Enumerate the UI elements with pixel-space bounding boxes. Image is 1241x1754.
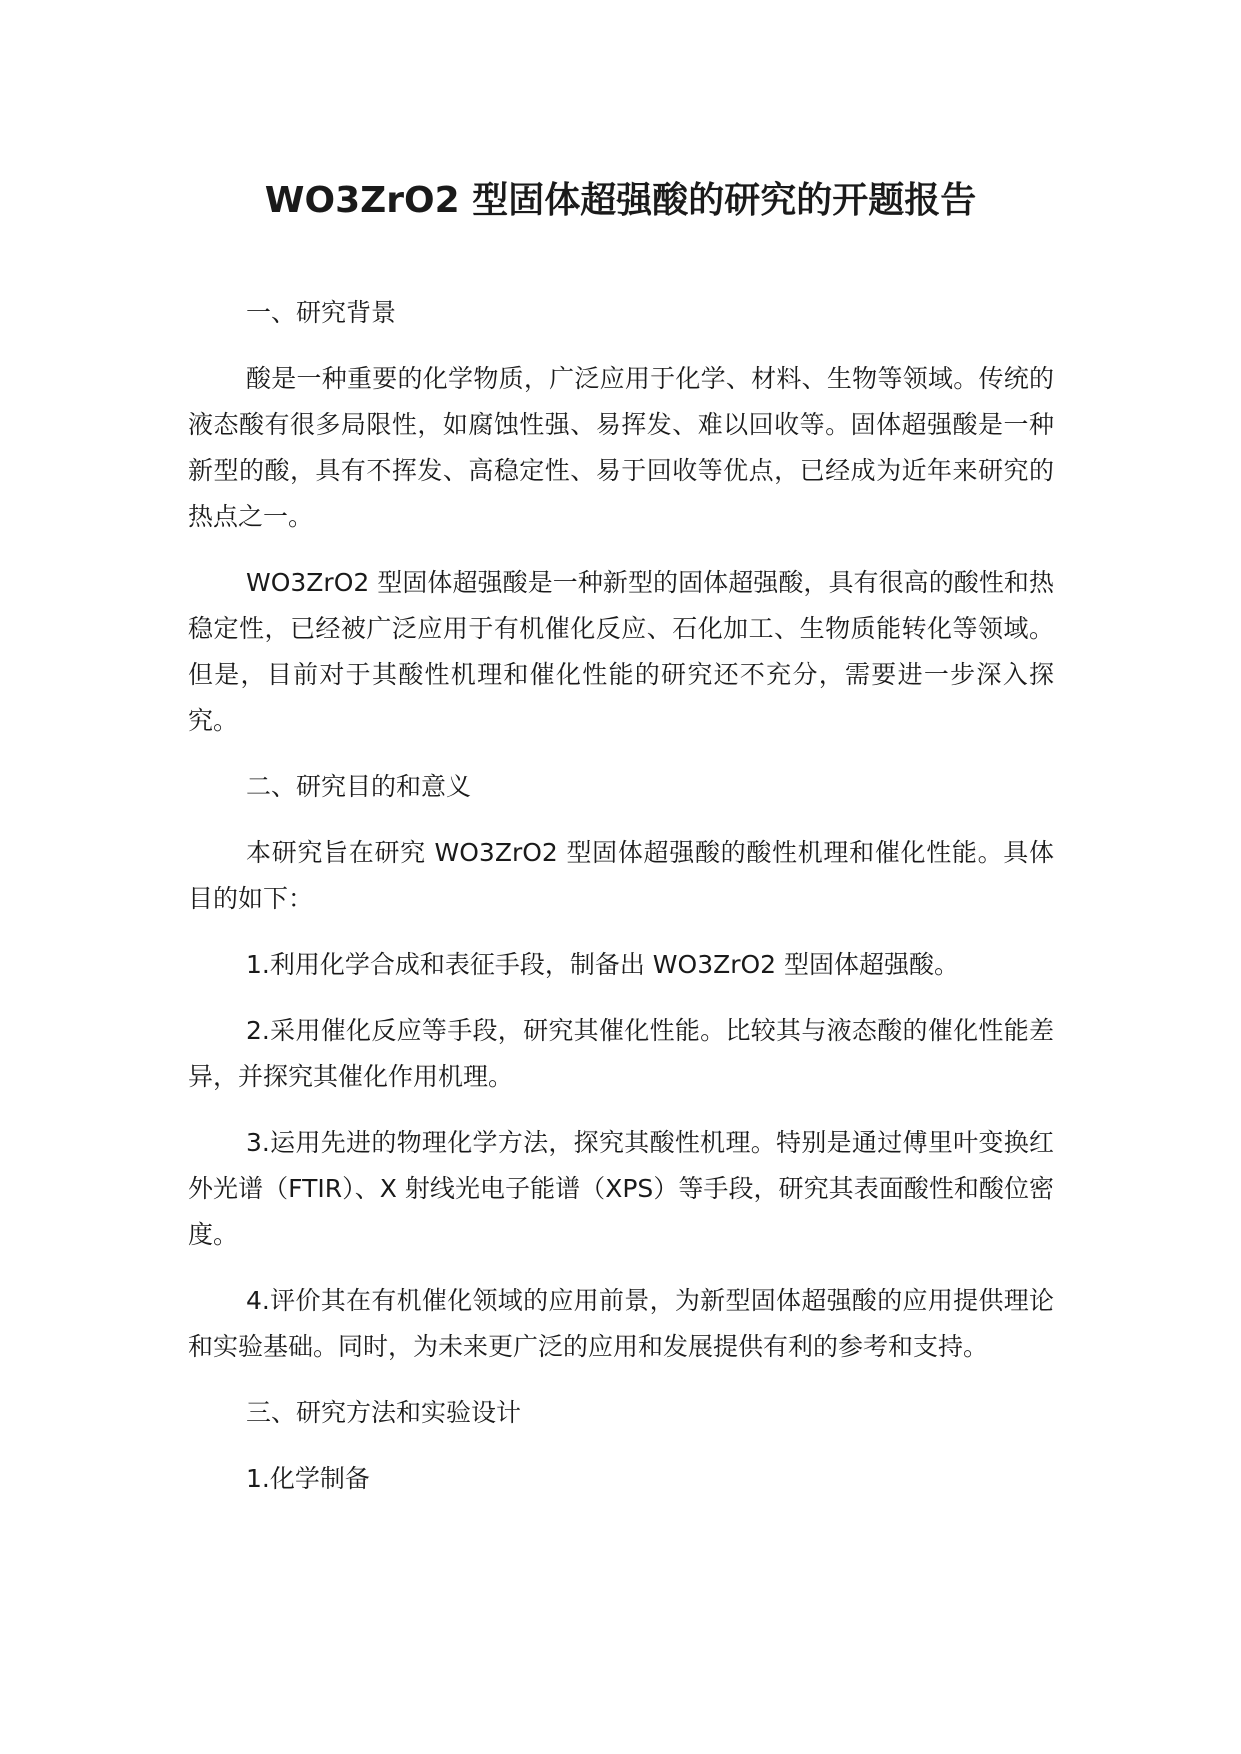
paragraph-background-2: WO3ZrO2 型固体超强酸是一种新型的固体超强酸，具有很高的酸性和热稳定性，已经被广泛应用于有机催化反应、石化加工、生物质能转化等领域。但是，目前对于其酸性机理和催化性能的研究还不充分，需要进一步深入探究。 — [188, 568, 1054, 735]
document-title: WO3ZrO2 型固体超强酸的研究的开题报告 — [264, 180, 977, 221]
paragraph-purpose-item-3: 3.运用先进的物理化学方法，探究其酸性机理。特别是通过傅里叶变换红外光谱（FTIR）、X 射线光电子能谱（XPS）等手段，研究其表面酸性和酸位密度。 — [188, 1128, 1054, 1249]
section-heading-background: 一、研究背景 — [246, 298, 397, 327]
paragraph-purpose-item-4: 4.评价其在有机催化领域的应用前景，为新型固体超强酸的应用提供理论和实验基础。同时，为未来更广泛的应用和发展提供有利的参考和支持。 — [188, 1286, 1054, 1361]
paragraph-purpose-item-1: 1.利用化学合成和表征手段，制备出 WO3ZrO2 型固体超强酸。 — [246, 950, 960, 979]
subsection-heading-chemical-preparation: 1.化学制备 — [246, 1464, 370, 1493]
section-heading-methods: 三、研究方法和实验设计 — [246, 1398, 522, 1427]
section-heading-purpose: 二、研究目的和意义 — [246, 772, 472, 801]
paragraph-purpose-item-2: 2.采用催化反应等手段，研究其催化性能。比较其与液态酸的催化性能差异，并探究其催化作用机理。 — [188, 1016, 1054, 1091]
document-body — [188, 290, 1054, 1522]
paragraph-purpose-intro: 本研究旨在研究 WO3ZrO2 型固体超强酸的酸性机理和催化性能。具体目的如下： — [188, 838, 1054, 913]
paragraph-background-1: 酸是一种重要的化学物质，广泛应用于化学、材料、生物等领域。传统的液态酸有很多局限性，如腐蚀性强、易挥发、难以回收等。固体超强酸是一种新型的酸，具有不挥发、高稳定性、易于回收等优点，已经成为近年来研究的热点之一。 — [188, 364, 1054, 531]
